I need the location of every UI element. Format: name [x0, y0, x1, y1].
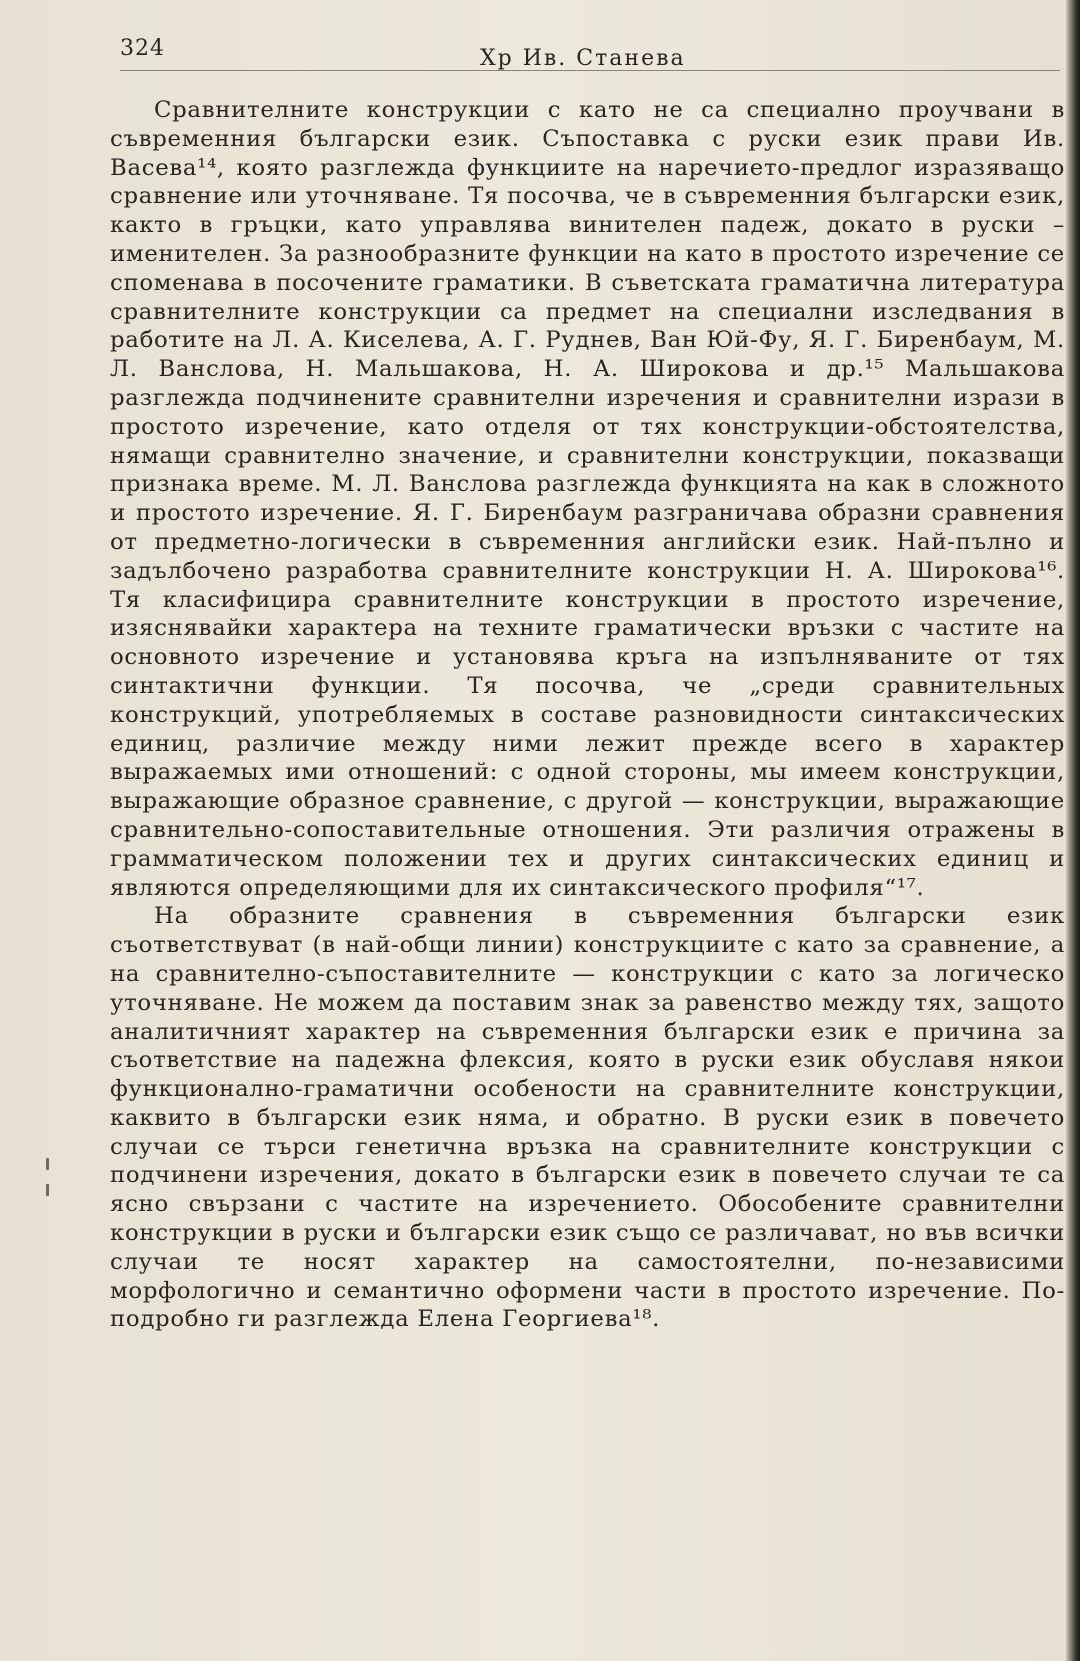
header-rule: [120, 70, 1060, 71]
page-edge: [1066, 0, 1080, 1661]
running-head: Хр Ив. Станева: [480, 46, 686, 71]
paragraph: Сравнителните конструкции с като не са специално проучвани в съвременния български език. Съпоставка с руски език прави Ив. Васева¹⁴, която разглежда функциите на наречието-предлог изразяващо сравнение или уточняване. Тя посочва, че в съвременния български език, както в гръцки, като управлява винителен падеж, докато в руски – именителен. За разнообразните функции на като в простото изречение се споменава в посочените граматики. В съветската граматична литература сравнителните конструкции са предмет на специални изследвания в работите на Л. А. Киселева, А. Г. Руднев, Ван Юй-Фу, Я. Г. Биренбаум, М. Л. Ванслова, Н. Мальшакова, Н. А. Широкова и др.¹⁵ Мальшакова разглежда подчинените сравнителни изречения и сравнителни изрази в простото изречение, като отделя от тях конструкции-обстоятелства, нямащи сравнително значение, и сравнителни конструкции, показващи признака време. М. Л. Ванслова разглежда функцията на как в сложното и простото изречение. Я. Г. Биренбаум разграничава образни сравнения от предметно-логически в съвременния английски език. Най-пълно и задълбочено разработва сравнителните конструкции Н. А. Широкова¹⁶. Тя класифицира сравнителните конструкции в простото изречение, изяснявайки характера на техните граматически връзки с частите на основното изречение и установява кръга на изпълняваните от тях синтактични функции. Тя посочва, че „среди сравнительных конструкций, употребляемых в составе разновидности синтаксических единиц, различие между ними лежит прежде всего в характер выражаемых ими отношений: с одной стороны, мы имеем конструкции, выражающие образное сравнение, с другой — конструкции, выражающие сравнительно-сопоставительные отношения. Эти различия отражены в грамматическом положении тех и других синтаксических единиц и являются определяющими для их синтаксического профиля“¹⁷.: [110, 97, 1065, 901]
body-text: [110, 96, 1065, 1334]
paragraph: На образните сравнения в съвременния български език съответствуват (в най-общи линии) конструкциите с като за сравнение, а на сравнително-съпоставителните — конструкции с като за логическо уточняване. Не можем да поставим знак за равенство между тях, защото аналитичният характер на съвременния български език е причина за съответствие на падежна флексия, която в руски език обуславя някои функционално-граматични особености на сравнителните конструкции, каквито в български език няма, и обратно. В руски език в повечето случаи се търси генетична връзка на сравнителните конструкции с подчинени изречения, докато в български език в повечето случаи те са ясно свързани с частите на изречението. Обособените сравнителни конструкции в руски и български език също се различават, но във всички случаи те носят характер на самостоятелни, по-независими морфологично и семантично оформени части в простото изречение. По-подробно ги разглежда Елена Георгиева¹⁸.: [110, 903, 1065, 1333]
margin-mark: [46, 1184, 49, 1196]
page-number: 324: [120, 36, 165, 61]
margin-mark: [46, 1158, 49, 1170]
